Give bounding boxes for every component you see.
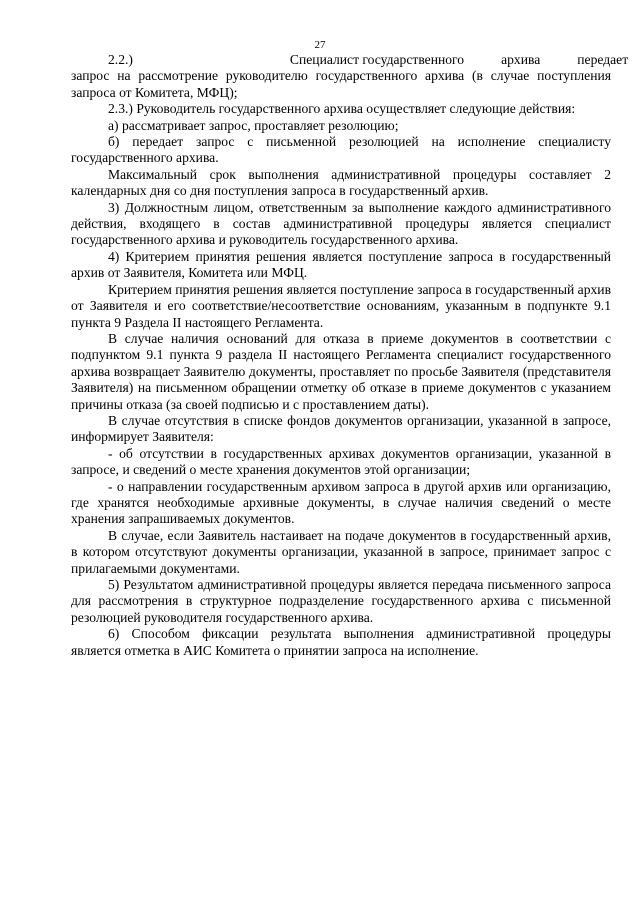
page-number: 27 bbox=[314, 39, 326, 51]
first-line-word: передает bbox=[577, 52, 629, 67]
first-line-word: архива bbox=[501, 52, 541, 67]
paragraph-2-2-rest: запрос на рассмотрение руководителю государственного архива (в случае поступления запроса от Комитета, МФЦ); bbox=[71, 68, 611, 100]
paragraph: б) передает запрос с письменной резолюцией на исполнение специалисту государственного архива. bbox=[71, 134, 611, 166]
first-line-word: Специалист государственного bbox=[289, 52, 465, 67]
paragraph: - об отсутствии в государственных архивах документов организации, указанной в запросе, и сведений о месте хранения документов этой организации; bbox=[71, 445, 611, 478]
item-number: 2.2.) bbox=[108, 52, 133, 67]
paragraph-2-2 bbox=[71, 52, 629, 101]
paragraph: 5) Результатом административной процедуры является передача письменного запроса для рассмотрения в структурное подразделение государственного архива с письменной резолюцией руководителя государственного архива. bbox=[71, 577, 611, 625]
paragraph: 4) Критерием принятия решения является поступление запроса в государственный архив от Заявителя, Комитета или МФЦ. bbox=[71, 248, 611, 281]
paragraph: В случае, если Заявитель настаивает на подаче документов в государственный архив, в котором отсутствуют документы организации, указанной в запросе, принимает запрос с прилагаемыми документами. bbox=[71, 527, 611, 576]
paragraph: В случае наличия оснований для отказа в приеме документов в соответствии с подпунктом 9.1 пункта 9 раздела II настоящего Регламента специалист государственного архива возвращает Заявителю документы, проставляет по просьбе Заявителя (представителя Заявителя) на письменном обращении отметку об отказе в приеме документов с указанием причины отказа (за своей подписью и с проставлением даты). bbox=[71, 330, 611, 412]
paragraph: - о направлении государственным архивом запроса в другой архив или организацию, где хранятся необходимые архивные документы, в случае наличия сведений о месте хранения запрашиваемых документов. bbox=[71, 478, 611, 527]
paragraph: 2.3.) Руководитель государственного архива осуществляет следующие действия: bbox=[108, 101, 576, 117]
paragraph-2-2-first-line bbox=[71, 52, 629, 68]
paragraph: Критерием принятия решения является поступление запроса в государственный архив от Заявителя и его соответствие/несоответствие основаниям, указанным в подпункте 9.1 пункта 9 Раздела II настоящего Регламента. bbox=[71, 281, 611, 330]
document-body bbox=[71, 52, 629, 659]
paragraph: 6) Способом фиксации результата выполнения административной процедуры является отметка в АИС Комитета о принятии запроса на исполнение. bbox=[71, 626, 611, 658]
paragraph: 3) Должностным лицом, ответственным за выполнение каждого административного действия, входящего в состав административной процедуры является специалист государственного архива и руководитель государственного архива. bbox=[71, 199, 611, 248]
paragraph: Максимальный срок выполнения административной процедуры составляет 2 календарных дня со дня поступления запроса в государственный архив. bbox=[71, 166, 611, 199]
paragraph: В случае отсутствия в списке фондов документов организации, указанной в запросе, информирует Заявителя: bbox=[71, 412, 611, 445]
paragraph: а) рассматривает запрос, проставляет резолюцию; bbox=[108, 117, 399, 133]
